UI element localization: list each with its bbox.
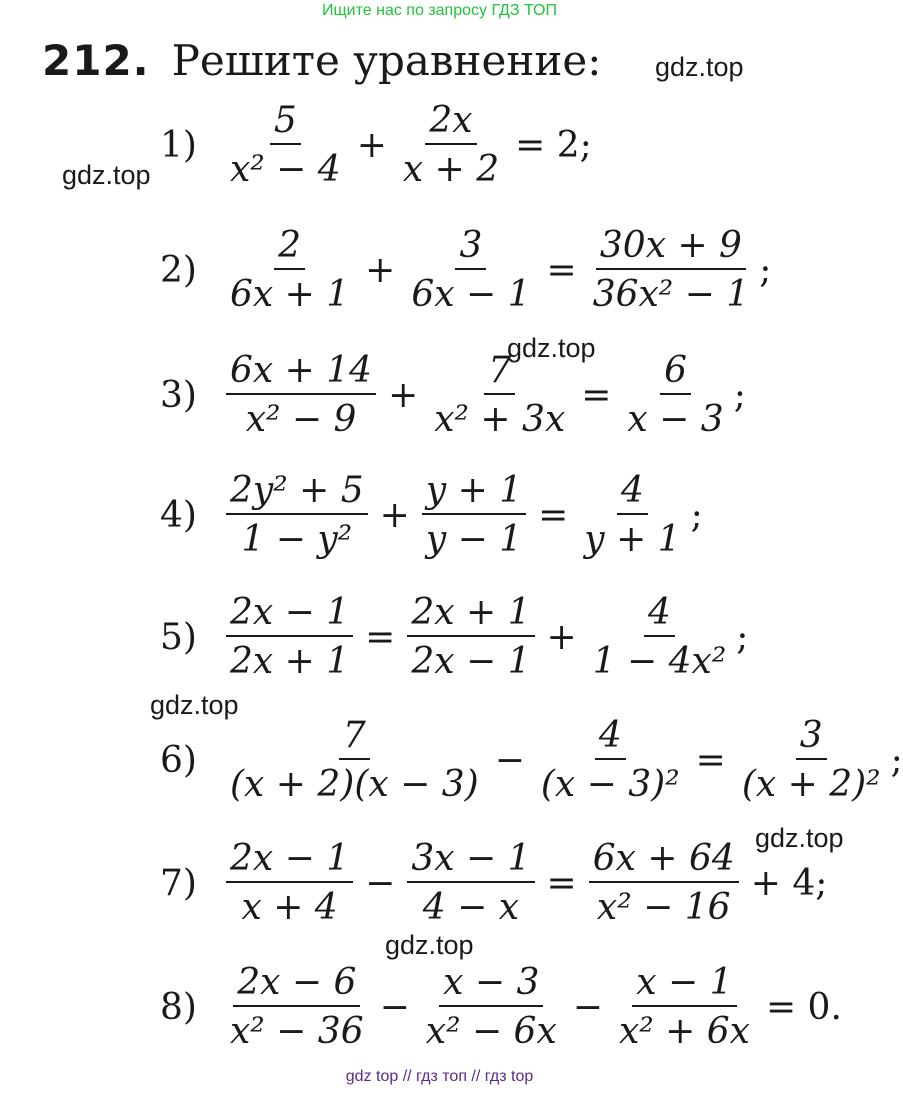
operator: + <box>365 249 396 291</box>
equation-8 <box>160 962 848 1053</box>
numerator: 30x + 9 <box>596 225 746 270</box>
operator: − <box>365 862 396 904</box>
denominator: x² + 3x <box>434 399 566 441</box>
equation-rest: ; <box>890 739 903 781</box>
fraction <box>226 350 376 441</box>
denominator: x² − 4 <box>230 149 341 191</box>
operator: = <box>546 862 577 904</box>
fraction <box>589 838 739 929</box>
numerator: 5 <box>270 100 301 145</box>
equation-rest: ; <box>690 494 703 536</box>
denominator: 6x − 1 <box>411 274 531 316</box>
fraction <box>226 100 345 191</box>
operator: = <box>365 616 396 658</box>
fraction <box>580 470 684 561</box>
operator: = <box>546 249 577 291</box>
equation-1 <box>160 100 598 191</box>
numerator: 6x + 14 <box>226 350 376 395</box>
operator: + <box>388 374 419 416</box>
numerator: 6 <box>660 350 691 395</box>
problem-title: Решите уравнение: <box>171 36 602 85</box>
denominator: x + 2 <box>402 149 500 191</box>
fraction <box>399 100 503 191</box>
fraction <box>589 225 754 316</box>
denominator: x + 4 <box>241 887 338 929</box>
denominator: (x + 2)(x − 3) <box>230 764 479 806</box>
numerator: 3x − 1 <box>407 838 534 883</box>
equation-rest: + 4; <box>750 862 828 904</box>
denominator: y − 1 <box>425 519 523 561</box>
denominator: 4 − x <box>422 887 520 929</box>
numerator: 2y² + 5 <box>226 470 368 515</box>
equation-4 <box>160 470 703 561</box>
numerator: 2x − 6 <box>233 962 360 1007</box>
numerator: 4 <box>644 592 675 637</box>
problem-number: 212. <box>42 36 150 85</box>
numerator: 2x <box>425 100 476 145</box>
top-banner: Ищите нас по запросу ГДЗ ТОП <box>322 2 557 19</box>
fraction <box>226 470 368 561</box>
watermark: gdz.top <box>150 690 239 720</box>
equation-label: 6) <box>160 739 197 781</box>
operator: + <box>379 494 410 536</box>
numerator: 3 <box>455 225 486 270</box>
equation-label: 4) <box>160 494 197 536</box>
equation-label: 3) <box>160 374 197 416</box>
fraction <box>589 592 731 683</box>
operator: + <box>356 124 387 166</box>
numerator: y + 1 <box>422 470 526 515</box>
numerator: 3 <box>796 715 827 760</box>
watermark: gdz.top <box>507 333 596 363</box>
denominator: 6x + 1 <box>230 274 350 316</box>
denominator: 1 − y² <box>241 519 353 561</box>
equation-2 <box>160 225 771 316</box>
fraction <box>226 715 483 806</box>
equation-rest: = 2; <box>515 124 592 166</box>
operator: = <box>538 494 569 536</box>
fraction <box>226 838 353 929</box>
fraction <box>407 225 534 316</box>
numerator: x − 1 <box>632 962 736 1007</box>
operator: = <box>695 739 726 781</box>
fraction <box>430 350 569 441</box>
equation-rest: ; <box>759 249 772 291</box>
operator: = <box>581 374 612 416</box>
fraction <box>623 350 727 441</box>
equation-label: 7) <box>160 862 197 904</box>
numerator: 7 <box>339 715 370 760</box>
numerator: 2x − 1 <box>226 838 353 883</box>
denominator: x² − 36 <box>230 1011 364 1053</box>
denominator: x² − 6x <box>425 1011 557 1053</box>
fraction <box>537 715 684 806</box>
numerator: 2 <box>274 225 305 270</box>
watermark: gdz.top <box>62 160 151 190</box>
equation-label: 2) <box>160 249 197 291</box>
watermark: gdz.top <box>755 823 844 853</box>
numerator: 4 <box>595 715 626 760</box>
equation-3 <box>160 350 746 441</box>
watermark: gdz.top <box>655 52 744 82</box>
denominator: x² − 9 <box>245 399 357 441</box>
denominator: x² − 16 <box>596 887 731 929</box>
denominator: x² + 6x <box>618 1011 750 1053</box>
numerator: 7 <box>484 350 515 395</box>
operator: − <box>494 739 525 781</box>
denominator: 1 − 4x² <box>592 641 727 683</box>
equation-rest: = 0. <box>765 986 842 1028</box>
equation-label: 8) <box>160 986 197 1028</box>
operator: + <box>546 616 577 658</box>
equation-7 <box>160 838 833 929</box>
equation-rest: ; <box>736 616 749 658</box>
equation-rest: ; <box>733 374 746 416</box>
numerator: 2x + 1 <box>407 592 534 637</box>
fraction <box>422 962 561 1053</box>
equation-label: 1) <box>160 124 197 166</box>
numerator: x − 3 <box>439 962 543 1007</box>
denominator: y + 1 <box>584 519 681 561</box>
fraction <box>226 592 353 683</box>
fraction <box>407 838 534 929</box>
denominator: 2x + 1 <box>230 641 350 683</box>
denominator: 2x − 1 <box>411 641 531 683</box>
equation-6 <box>160 715 903 806</box>
denominator: 36x² − 1 <box>592 274 750 316</box>
numerator: 4 <box>617 470 648 515</box>
fraction <box>226 962 368 1053</box>
operator: − <box>379 986 410 1028</box>
fraction <box>615 962 754 1053</box>
numerator: 2x − 1 <box>226 592 353 637</box>
equation-5 <box>160 592 748 683</box>
fraction <box>226 225 353 316</box>
fraction <box>422 470 526 561</box>
watermark: gdz.top <box>385 930 474 960</box>
denominator: x − 3 <box>627 399 724 441</box>
denominator: (x + 2)² <box>741 764 881 806</box>
operator: − <box>572 986 603 1028</box>
equation-label: 5) <box>160 616 197 658</box>
fraction <box>738 715 885 806</box>
problem-header <box>42 36 601 85</box>
fraction <box>407 592 534 683</box>
denominator: (x − 3)² <box>540 764 680 806</box>
footer-watermark: gdz top // гдз топ // гдз top <box>345 1068 534 1085</box>
numerator: 6x + 64 <box>589 838 739 883</box>
